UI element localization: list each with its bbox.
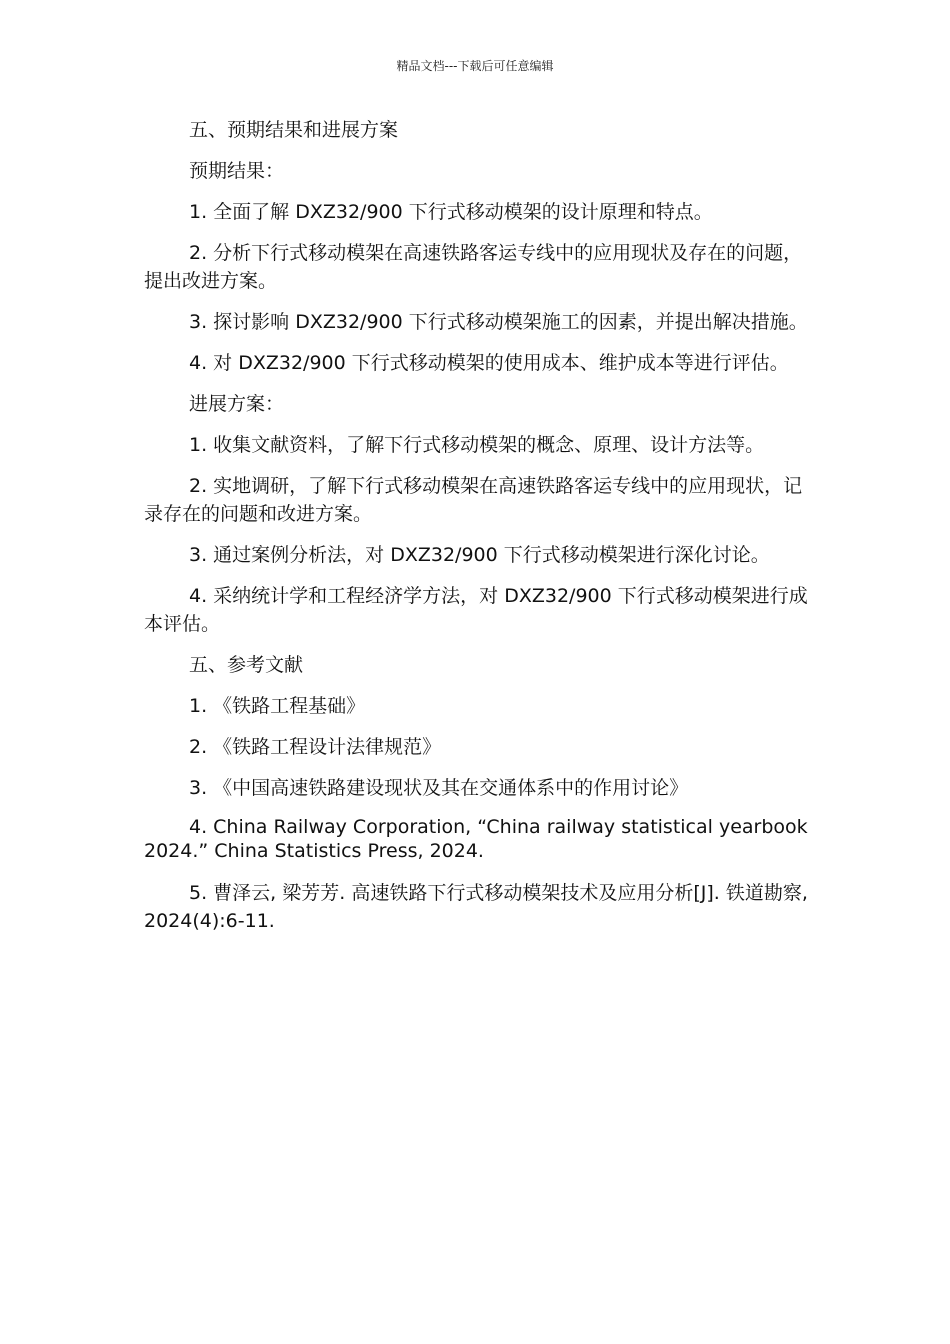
reference-item: 4. China Railway Corporation, “China railway statistical yearbook 2024.” China Statistics Press, 2024. [144, 816, 808, 862]
reference-item: 1. 《铁路工程基础》 [189, 695, 366, 717]
progress-plan-item: 4. 采纳统计学和工程经济学方法，对 DXZ32/900 下行式移动模架进行成本评估。 [144, 585, 808, 635]
reference-item: 5. 曹泽云, 梁芳芳. 高速铁路下行式移动模架技术及应用分析[J]. 铁道勘察, 2024(4):6-11. [144, 882, 808, 932]
progress-plan-item: 3. 通过案例分析法，对 DXZ32/900 下行式移动模架进行深化讨论。 [189, 544, 770, 566]
section-heading-expected-results: 五、预期结果和进展方案 [189, 119, 399, 141]
reference-item: 3. 《中国高速铁路建设现状及其在交通体系中的作用讨论》 [189, 777, 689, 799]
expected-result-item: 3. 探讨影响 DXZ32/900 下行式移动模架施工的因素，并提出解决措施。 [189, 311, 808, 333]
expected-result-item: 2. 分析下行式移动模架在高速铁路客运专线中的应用现状及存在的问题，提出改进方案。 [144, 242, 803, 292]
subheading-progress-plan: 进展方案： [189, 393, 285, 415]
expected-result-item: 4. 对 DXZ32/900 下行式移动模架的使用成本、维护成本等进行评估。 [189, 352, 789, 374]
progress-plan-item: 1. 收集文献资料，了解下行式移动模架的概念、原理、设计方法等。 [189, 434, 765, 456]
section-heading-references: 五、参考文献 [189, 654, 304, 676]
subheading-expected-results: 预期结果： [189, 160, 285, 182]
document-body [144, 116, 812, 948]
reference-item: 2. 《铁路工程设计法律规范》 [189, 736, 442, 758]
expected-result-item: 1. 全面了解 DXZ32/900 下行式移动模架的设计原理和特点。 [189, 201, 713, 223]
progress-plan-item: 2. 实地调研，了解下行式移动模架在高速铁路客运专线中的应用现状，记录存在的问题和改进方案。 [144, 475, 803, 525]
page-header: 精品文档---下载后可任意编辑 [396, 59, 554, 73]
